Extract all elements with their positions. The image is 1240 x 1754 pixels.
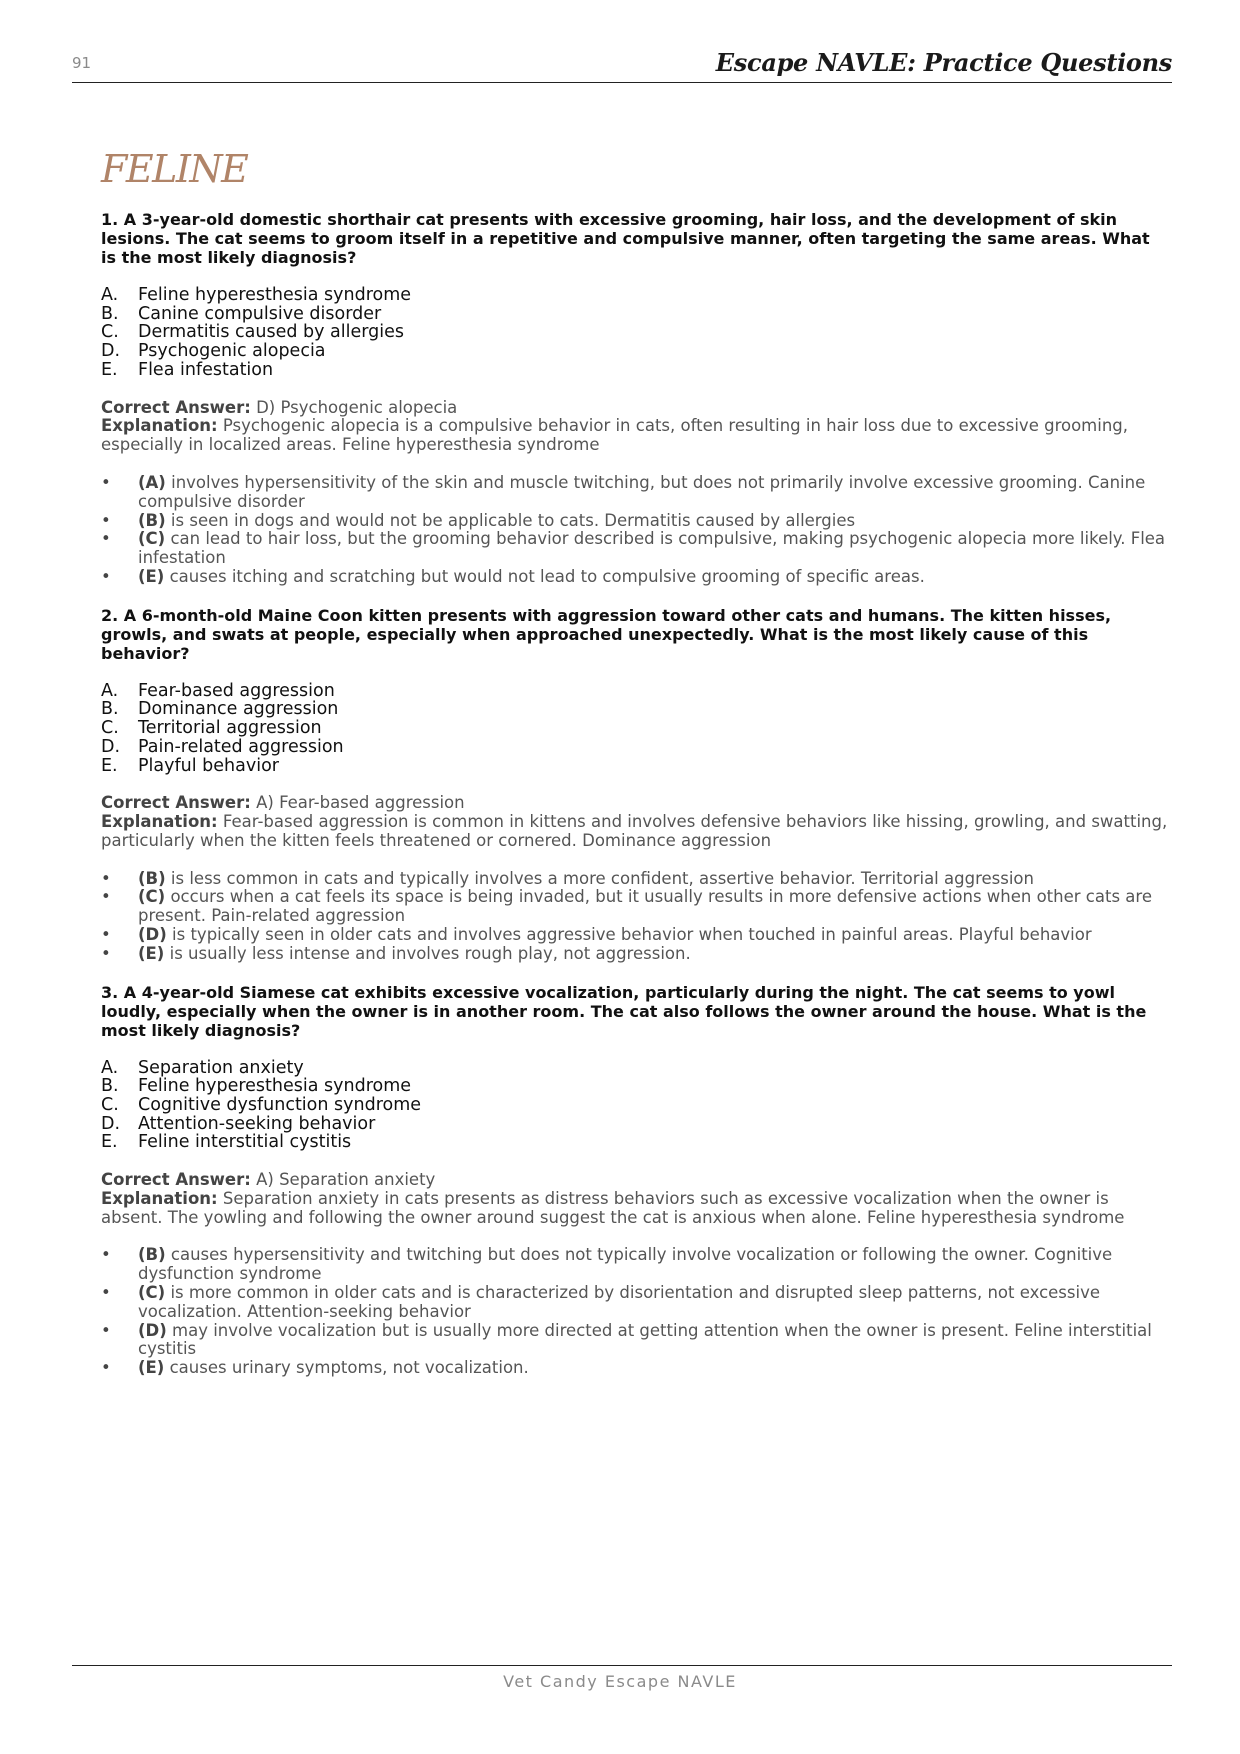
option-text: Dominance aggression [138,699,339,720]
option-letter: A. [101,680,119,701]
bullet-text: causes itching and scratching but would not lead to compulsive grooming of specific areas. [169,566,925,586]
bullet-icon: • [101,472,111,492]
list-item [101,926,1169,945]
bullet-text: occurs when a cat feels its space is being invaded, but it usually results in more defensive actions when other cats are present. Pain-related aggression [138,887,1152,926]
option-item [101,1133,1169,1152]
option-key: (D) [138,1320,167,1340]
running-header-title: Escape NAVLE: Practice Questions [715,48,1172,77]
bullet-text: can lead to hair loss, but the grooming behavior described is compulsive, making psychogenic alopecia more likely. Flea infestation [138,529,1166,568]
option-letter: C. [101,718,119,739]
option-item [101,305,1169,324]
list-item [101,1284,1169,1322]
option-key: (C) [138,1283,166,1303]
option-letter: D. [101,736,121,757]
question-stem: 2. A 6-month-old Maine Coon kitten presents with aggression toward other cats and humans. The kitten hisses, growls, and swats at people, especially when approached unexpectedly. What is the most likely cause of this behavior? [101,605,1112,663]
option-key: (E) [138,1358,165,1378]
option-text: Territorial aggression [138,718,322,739]
option-key: (C) [138,887,166,907]
option-text: Fear-based aggression [138,680,335,701]
explanation-text: Separation anxiety in cats presents as distress behaviors such as excessive vocalization when the owner is absent. The yowling and following the owner around suggest the cat is anxious when alone. Feline hyperesthesia syndrome [101,1188,1125,1227]
bullet-text: causes urinary symptoms, not vocalization. [169,1358,529,1378]
correct-answer-label: Correct Answer: [101,793,251,813]
bullet-icon: • [101,566,111,586]
option-letter: C. [101,1094,119,1115]
option-key: (C) [138,529,166,549]
list-item [101,512,1169,531]
section-title: FELINE [101,147,248,191]
answer-options [101,682,1169,776]
option-letter: B. [101,1076,119,1097]
bullet-text: is more common in older cats and is characterized by disorientation and disrupted sleep patterns, not excessive vocalization. Attention-seeking behavior [138,1283,1100,1321]
explanation-text: Psychogenic alopecia is a compulsive behavior in cats, often resulting in hair loss due to excessive grooming, especially in localized areas. Feline hyperesthesia syndrome [101,416,1129,455]
correct-answer-value: D) Psychogenic alopecia [256,397,458,417]
explanation-label: Explanation: [101,1188,218,1208]
list-item [101,568,1169,587]
option-item [101,361,1169,380]
option-letter: E. [101,359,118,380]
answer-options [101,1059,1169,1153]
option-letter: A. [101,285,119,305]
bullet-text: may involve vocalization but is usually more directed at getting attention when the owner is present. Feline interstitial cystitis [138,1320,1152,1359]
question-stem: 3. A 4-year-old Siamese cat exhibits excessive vocalization, particularly during the night. The cat seems to yowl loudly, especially when the owner is in another room. The cat also follows the owner around the house. What is the most likely diagnosis? [101,982,1147,1040]
option-text: Dermatitis caused by allergies [138,322,405,343]
correct-answer-value: A) Separation anxiety [256,1170,436,1190]
option-letter: E. [101,755,118,776]
correct-answer-line [101,1171,1169,1190]
distractor-list [101,474,1169,587]
option-item [101,682,1169,701]
question-stem: 1. A 3-year-old domestic shorthair cat presents with excessive grooming, hair loss, and the development of skin lesions. The cat seems to groom itself in a repetitive and compulsive manner, often targeting the same areas. What is the most likely diagnosis? [101,210,1150,267]
header-divider [72,82,1172,83]
question-block-1 [101,210,1169,587]
bullet-text: is typically seen in older cats and involves aggressive behavior when touched in painful areas. Playful behavior [172,924,1092,944]
footer-text: Vet Candy Escape NAVLE [503,1672,737,1691]
option-key: (D) [138,924,167,944]
bullet-text: causes hypersensitivity and twitching but does not typically involve vocalization or following the owner. Cognitive dysfunction syndrome [138,1245,1113,1284]
option-text: Canine compulsive disorder [138,303,382,324]
list-item [101,870,1169,889]
correct-answer-value: A) Fear-based aggression [256,793,465,813]
answer-explanation [101,794,1169,850]
bullet-icon: • [101,510,111,530]
explanation-line [101,813,1169,851]
bullet-icon: • [101,1283,111,1303]
correct-answer-line [101,794,1169,813]
option-letter: B. [101,303,119,324]
bullet-text: is less common in cats and typically involves a more confident, assertive behavior. Territorial aggression [170,868,1034,888]
distractor-list [101,870,1169,964]
option-item [101,342,1169,361]
explanation-line [101,1190,1169,1228]
option-text: Feline hyperesthesia syndrome [138,285,412,305]
bullet-icon: • [101,1358,111,1378]
list-item [101,888,1169,926]
bullet-icon: • [101,868,111,888]
option-letter: B. [101,699,119,720]
option-key: (A) [138,472,166,492]
option-text: Cognitive dysfunction syndrome [138,1094,422,1115]
list-item [101,530,1169,568]
list-item [101,1359,1169,1378]
option-letter: D. [101,1113,121,1134]
option-text: Playful behavior [138,755,279,776]
correct-answer-label: Correct Answer: [101,1170,251,1190]
bullet-icon: • [101,529,111,549]
bullet-icon: • [101,943,111,963]
option-letter: C. [101,322,119,343]
page-number: 91 [72,54,92,72]
page-content [101,147,1169,1397]
explanation-label: Explanation: [101,812,218,831]
list-item [101,1322,1169,1360]
explanation-text: Fear-based aggression is common in kittens and involves defensive behaviors like hissing, growling, and swatting, particularly when the kitten feels threatened or cornered. Dominance aggression [101,812,1168,850]
bullet-icon: • [101,1320,111,1340]
explanation-line [101,417,1169,455]
option-key: (B) [138,868,166,888]
option-text: Psychogenic alopecia [138,341,326,362]
option-text: Pain-related aggression [138,736,344,757]
answer-explanation [101,1171,1169,1227]
option-item [101,1077,1169,1096]
option-text: Separation anxiety [138,1057,304,1078]
footer-divider [72,1665,1172,1666]
option-text: Attention-seeking behavior [138,1113,376,1134]
option-key: (B) [138,510,166,530]
option-item [101,1096,1169,1115]
option-item [101,719,1169,738]
bullet-icon: • [101,1245,111,1265]
option-item [101,286,1169,305]
bullet-text: involves hypersensitivity of the skin and muscle twitching, but does not primarily involve excessive grooming. Canine compulsive disorder [138,472,1146,511]
question-block-3 [101,983,1169,1378]
list-item [101,945,1169,964]
option-item [101,738,1169,757]
bullet-text: is usually less intense and involves rough play, not aggression. [169,943,691,963]
option-key: (E) [138,566,165,586]
option-key: (B) [138,1245,166,1265]
option-item [101,323,1169,342]
list-item [101,474,1169,512]
list-item [101,1246,1169,1284]
option-key: (E) [138,943,165,963]
option-item [101,1115,1169,1134]
option-text: Feline hyperesthesia syndrome [138,1076,412,1097]
bullet-text: is seen in dogs and would not be applicable to cats. Dermatitis caused by allergies [170,510,856,530]
option-letter: D. [101,341,121,362]
question-block-2 [101,606,1169,964]
bullet-icon: • [101,924,111,944]
answer-options [101,286,1169,380]
answer-explanation [101,399,1169,455]
option-letter: A. [101,1057,119,1078]
correct-answer-label: Correct Answer: [101,397,251,417]
option-text: Flea infestation [138,359,274,380]
option-item [101,1059,1169,1078]
correct-answer-line [101,399,1169,418]
distractor-list [101,1246,1169,1378]
explanation-label: Explanation: [101,416,218,436]
option-letter: E. [101,1132,118,1153]
option-item [101,700,1169,719]
option-item [101,757,1169,776]
bullet-icon: • [101,887,111,907]
option-text: Feline interstitial cystitis [138,1132,352,1153]
